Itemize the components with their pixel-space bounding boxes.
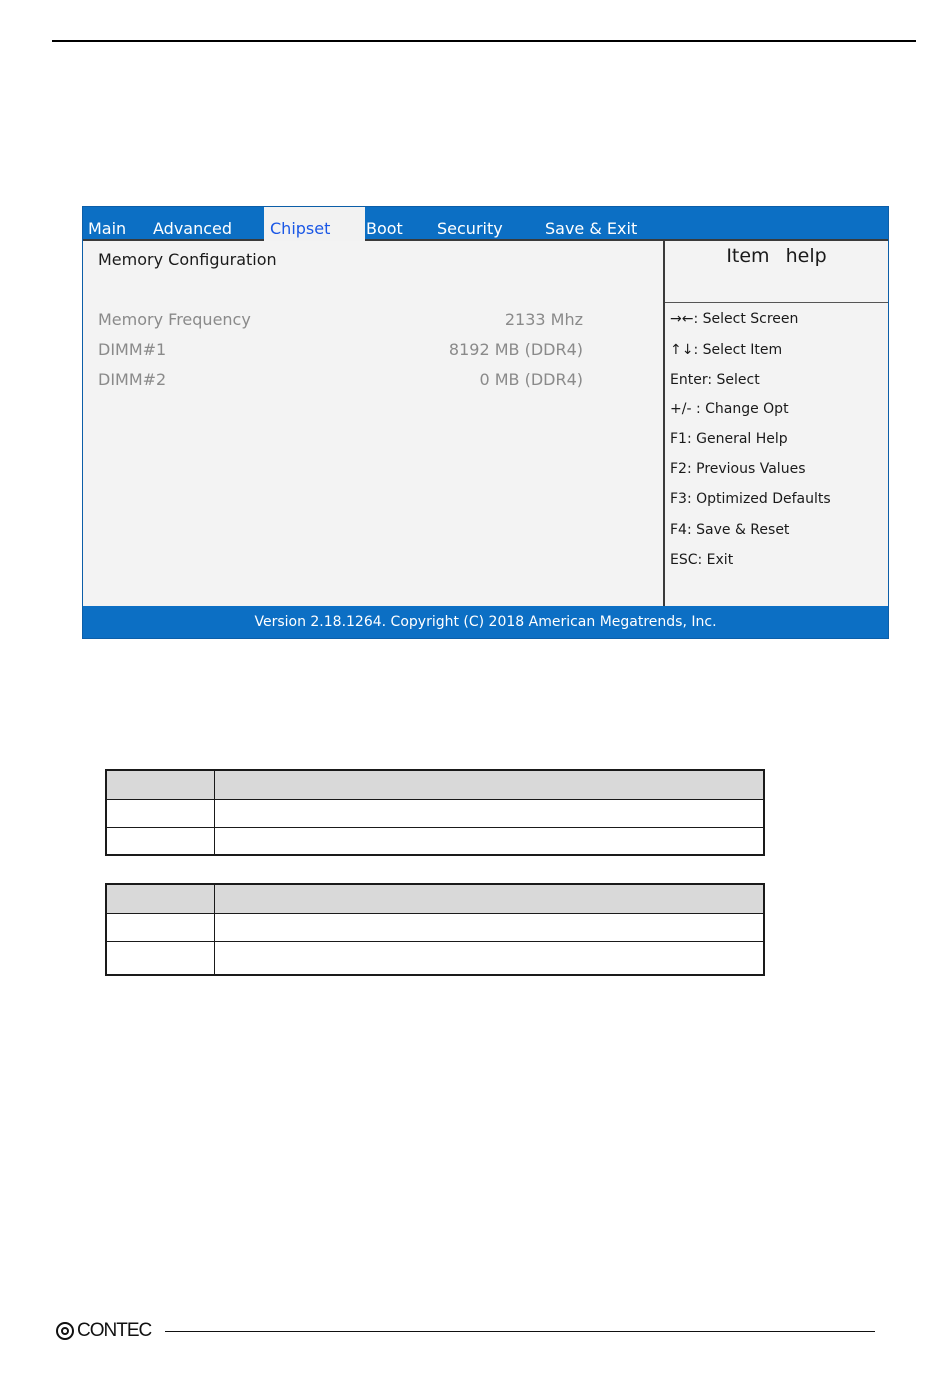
table-cell [107, 942, 215, 974]
top-rule [52, 40, 916, 42]
tab-security[interactable]: Security [437, 219, 503, 238]
help-pane [663, 241, 888, 606]
help-f2: F2: Previous Values [670, 461, 806, 477]
help-change-opt: +/- : Change Opt [670, 401, 789, 417]
table-cell [107, 800, 215, 827]
tab-chipset[interactable]: Chipset [264, 207, 365, 241]
bios-footer: Version 2.18.1264. Copyright (C) 2018 American Megatrends, Inc. [83, 606, 888, 638]
help-f4: F4: Save & Reset [670, 522, 790, 538]
settings-pane [83, 241, 663, 606]
dimm2-value: 0 MB (DDR4) [479, 370, 583, 389]
tab-advanced[interactable]: Advanced [153, 219, 233, 238]
memory-frequency-label: Memory Frequency [98, 310, 251, 329]
tab-save-exit[interactable]: Save & Exit [545, 219, 638, 238]
table-header-row [107, 771, 763, 799]
table-2 [105, 883, 765, 976]
table-row [107, 799, 763, 827]
bottom-rule [165, 1331, 875, 1332]
table-cell [107, 914, 215, 941]
help-title: Item help [726, 245, 827, 267]
divider [665, 302, 888, 303]
table-row [107, 827, 763, 854]
table-1 [105, 769, 765, 856]
table-cell [107, 828, 215, 854]
tab-boot[interactable]: Boot [366, 219, 403, 238]
tab-main[interactable]: Main [88, 219, 127, 238]
table-cell [107, 771, 215, 799]
help-select-item: ↑↓: Select Item [670, 342, 783, 358]
contec-logo [56, 1320, 151, 1342]
table-header-row [107, 885, 763, 913]
help-f1: F1: General Help [670, 431, 788, 447]
contec-logo-icon [56, 1322, 74, 1340]
brand-name: CONTEC [77, 1320, 152, 1341]
help-select-screen: →←: Select Screen [670, 311, 799, 327]
table-row [107, 941, 763, 974]
table-row [107, 913, 763, 941]
dimm1-label: DIMM#1 [98, 340, 167, 359]
memory-frequency-value: 2133 Mhz [504, 310, 583, 329]
bios-tab-bar [83, 207, 888, 241]
dimm2-label: DIMM#2 [98, 370, 167, 389]
dimm1-value: 8192 MB (DDR4) [448, 340, 583, 359]
table-cell [107, 885, 215, 913]
section-title: Memory Configuration [98, 250, 277, 269]
bios-screen [82, 206, 889, 639]
help-enter: Enter: Select [670, 372, 760, 388]
help-esc: ESC: Exit [670, 552, 734, 568]
help-f3: F3: Optimized Defaults [670, 491, 831, 507]
